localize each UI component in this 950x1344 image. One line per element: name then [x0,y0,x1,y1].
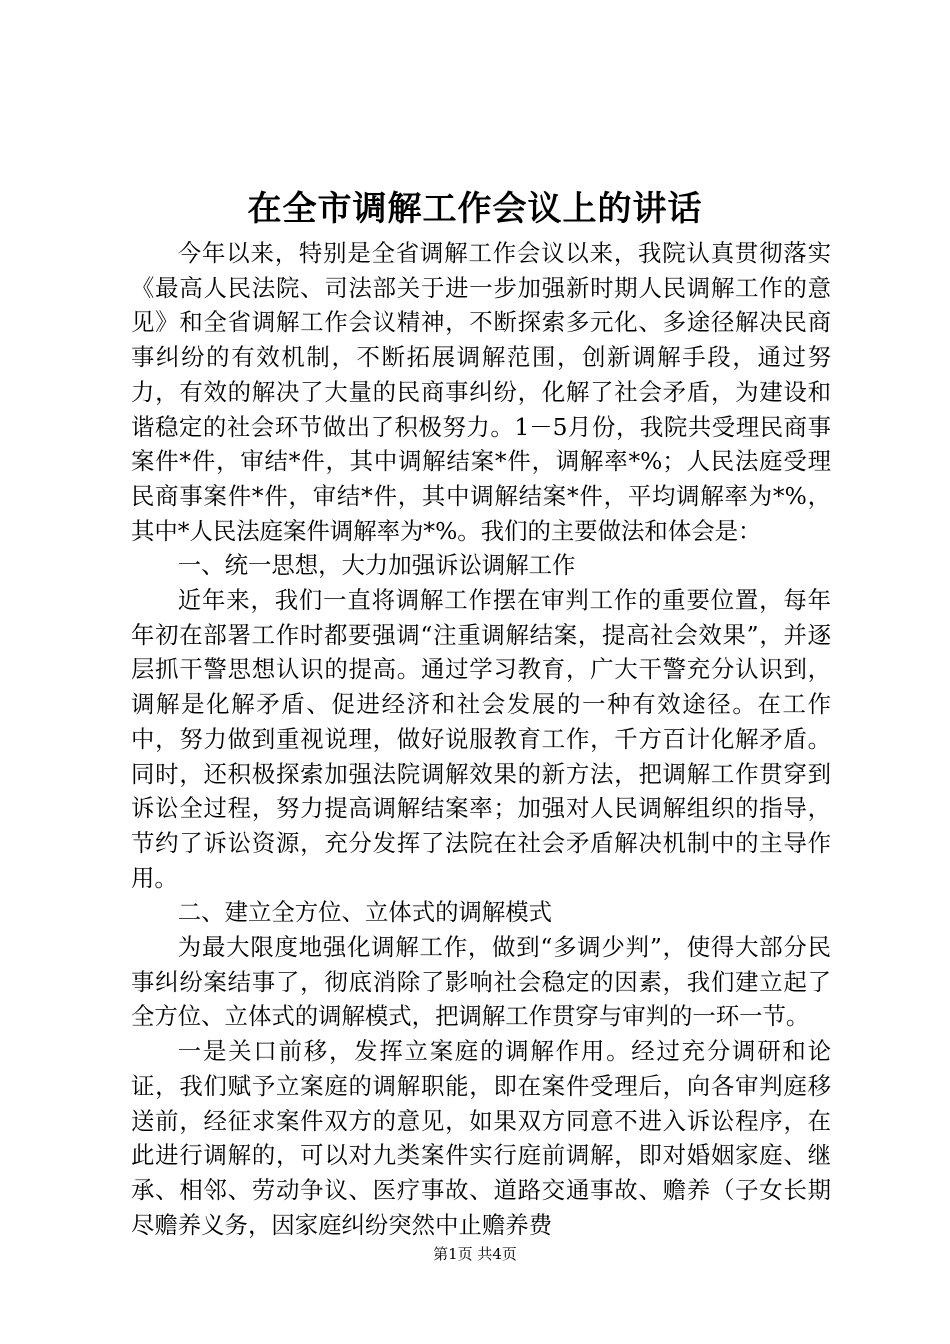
paragraph-section-2-point-1: 一是关口前移，发挥立案庭的调解作用。经过充分调研和论证，我们赋予立案庭的调解职能，即在案件受理后，向各审判庭移送前，经征求案件双方的意见，如果双方同意不进入诉讼程序，在此进行调解的，可以对九类案件实行庭前调解，即对婚姻家庭、继承、相邻、劳动争议、医疗事故、道路交通事故、赡养（子女长期尽赡养义务，因家庭纠纷突然中止赡养费 [131,1037,831,1239]
page-number: 第1页 共4页 [433,1245,517,1263]
section-heading-2: 二、建立全方位、立体式的调解模式 [177,898,553,927]
document-body [131,236,831,1242]
paragraph-section-1: 近年来，我们一直将调解工作摆在审判工作的重要位置，每年年初在部署工作时都要强调“注重调解结案，提高社会效果”，并逐层抓干警思想认识的提高。通过学习教育，广大干警充分认识到，调解是化解矛盾、促进经济和社会发展的一种有效途径。在工作中，努力做到重视说理，做好说服教育工作，千方百计化解矛盾。同时，还积极探索加强法院调解效果的新方法，把调解工作贯穿到诉讼全过程，努力提高调解结案率；加强对人民调解组织的指导，节约了诉讼资源，充分发挥了法院在社会矛盾解决机制中的主导作用。 [131,586,831,892]
section-heading-1: 一、统一思想，大力加强诉讼调解工作 [177,551,576,580]
paragraph-section-2: 为最大限度地强化调解工作，做到“多调少判”，使得大部分民事纠纷案结事了，彻底消除了影响社会稳定的因素，我们建立起了全方位、立体式的调解模式，把调解工作贯穿与审判的一环一节。 [131,933,831,1031]
paragraph-intro: 今年以来，特别是全省调解工作会议以来，我院认真贯彻落实《最高人民法院、司法部关于进一步加强新时期人民调解工作的意见》和全省调解工作会议精神，不断探索多元化、多途径解决民商事纠纷的有效机制，不断拓展调解范围，创新调解手段，通过努力，有效的解决了大量的民商事纠纷，化解了社会矛盾，为建设和谐稳定的社会环节做出了积极努力。1－5月份，我院共受理民商事案件*件，审结*件，其中调解结案*件，调解率*%；人民法庭受理民商事案件*件，审结*件，其中调解结案*件，平均调解率为*%，其中*人民法庭案件调解率为*%。我们的主要做法和体会是： [131,239,831,545]
document-title: 在全市调解工作会议上的讲话 [247,189,703,229]
